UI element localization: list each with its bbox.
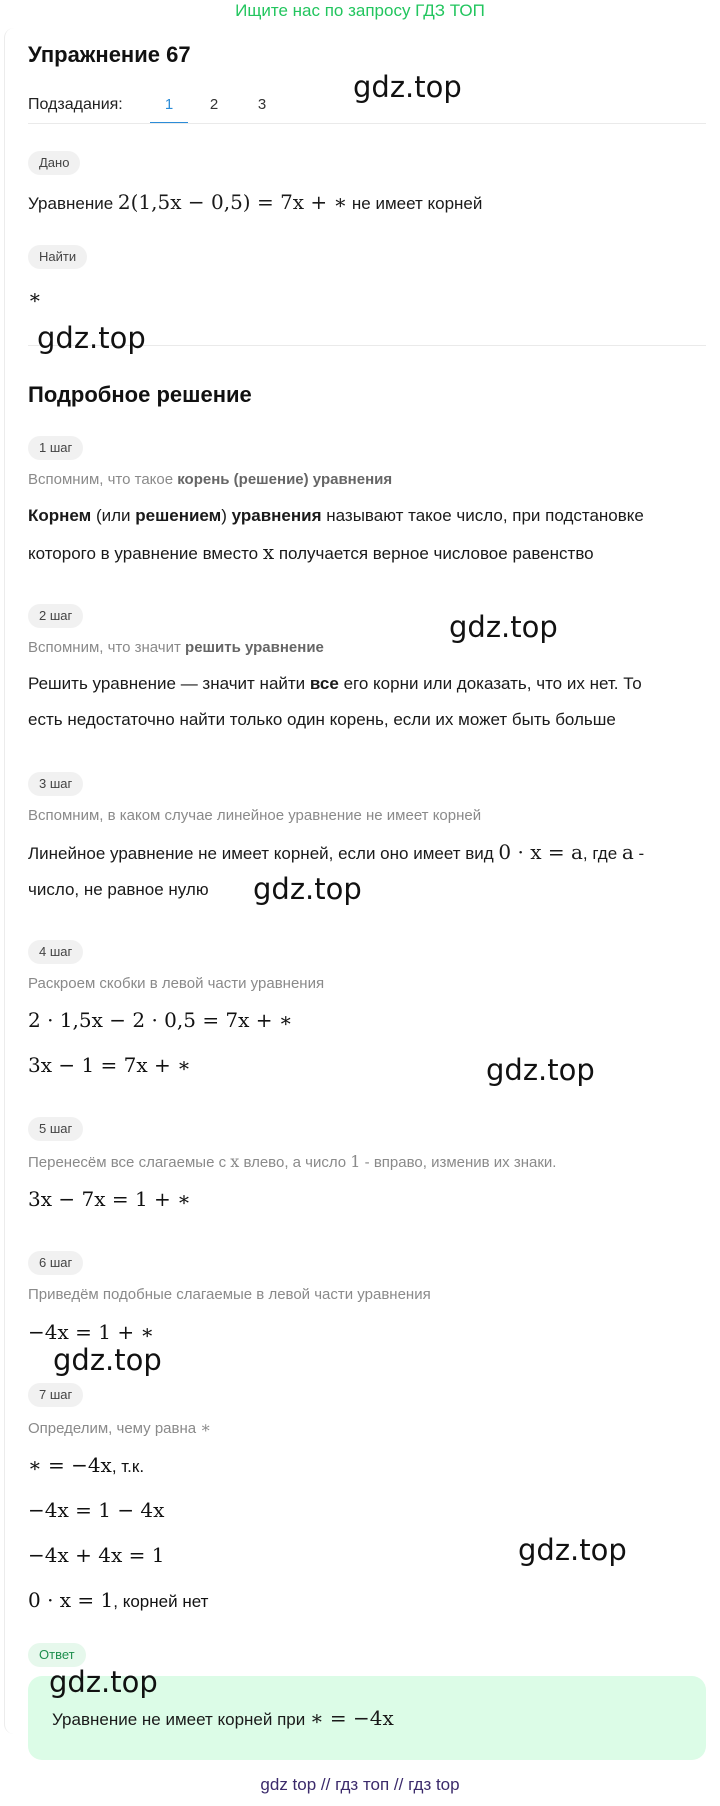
- answer-text: Уравнение не имеет корней при ∗ = −4x: [52, 1706, 394, 1730]
- given-badge: Дано: [28, 151, 80, 175]
- step-2-badge: 2 шаг: [28, 604, 83, 628]
- watermark-text: gdz.top: [486, 1053, 595, 1087]
- top-banner[interactable]: Ищите нас по запросу ГДЗ ТОП: [235, 1, 485, 20]
- step-1-hint: Вспомним, что такое корень (решение) уравнения: [28, 471, 393, 488]
- step-7-hint: Определим, чему равна ∗: [28, 1418, 212, 1437]
- solution-title: Подробное решение: [28, 382, 252, 407]
- step-6-badge: 6 шаг: [28, 1251, 83, 1275]
- footer-links[interactable]: gdz top // гдз топ // гдз top: [260, 1775, 460, 1794]
- step-7-eq1: ∗ = −4x, т.к.: [28, 1453, 145, 1477]
- step-6-hint: Приведём подобные слагаемые в левой части уравнения: [28, 1286, 431, 1303]
- subtasks-label: Подзадания:: [28, 96, 123, 113]
- step-3-hint: Вспомним, в каком случае линейное уравнение не имеет корней: [28, 807, 482, 824]
- step-6-eq1: −4x = 1 + ∗: [28, 1320, 155, 1344]
- given-statement: Уравнение 2(1,5x − 0,5) = 7x + ∗ не имеет корней: [28, 190, 483, 214]
- step-4-badge: 4 шаг: [28, 940, 83, 964]
- step-2-hint: Вспомним, что значит решить уравнение: [28, 639, 324, 656]
- step-7-badge: 7 шаг: [28, 1383, 83, 1407]
- watermark-text: gdz.top: [253, 872, 362, 906]
- find-badge: Найти: [28, 245, 87, 269]
- subtask-tab-2[interactable]: 2: [209, 96, 219, 113]
- subtask-tab-3[interactable]: 3: [257, 96, 267, 113]
- step-1-text: Корнем (или решением) уравнения называют такое число, при подстановке которого в уравнение вместо x получается верное числовое равенство: [28, 506, 644, 564]
- step-7-eq3: −4x + 4x = 1: [28, 1543, 165, 1567]
- subtask-tab-1[interactable]: 1: [164, 96, 174, 113]
- step-5-badge: 5 шаг: [28, 1117, 83, 1141]
- step-3-text: Линейное уравнение не имеет корней, если оно имеет вид 0 · x = a, где a - число, не равное нулю: [28, 840, 645, 899]
- step-5-hint: Перенесём все слагаемые с x влево, а число 1 - вправо, изменив их знаки.: [28, 1152, 557, 1171]
- page-title: Упражнение 67: [28, 42, 191, 67]
- step-7-eq4: 0 · x = 1, корней нет: [28, 1588, 209, 1612]
- watermark-text: gdz.top: [449, 610, 558, 644]
- watermark-text: gdz.top: [518, 1533, 627, 1567]
- watermark-text: gdz.top: [49, 1665, 158, 1699]
- step-1-badge: 1 шаг: [28, 436, 83, 460]
- step-4-hint: Раскроем скобки в левой части уравнения: [28, 975, 325, 992]
- watermark-text: gdz.top: [353, 70, 462, 104]
- step-7-eq2: −4x = 1 − 4x: [28, 1498, 165, 1522]
- watermark-text: gdz.top: [37, 321, 146, 355]
- step-5-eq1: 3x − 7x = 1 + ∗: [28, 1187, 191, 1211]
- step-4-eq1: 2 · 1,5x − 2 · 0,5 = 7x + ∗: [28, 1008, 293, 1032]
- find-value: ∗: [28, 285, 42, 309]
- answer-badge: Ответ: [28, 1643, 86, 1667]
- watermark-text: gdz.top: [53, 1343, 162, 1377]
- tabs-divider: [28, 123, 706, 124]
- step-3-badge: 3 шаг: [28, 772, 83, 796]
- given-equation: 2(1,5x − 0,5) = 7x + ∗: [117, 190, 348, 214]
- step-4-eq2: 3x − 1 = 7x + ∗: [28, 1053, 191, 1077]
- step-2-text: Решить уравнение — значит найти все его корни или доказать, что их нет. То есть недостаточно найти только один корень, если их может быть больше: [28, 674, 642, 729]
